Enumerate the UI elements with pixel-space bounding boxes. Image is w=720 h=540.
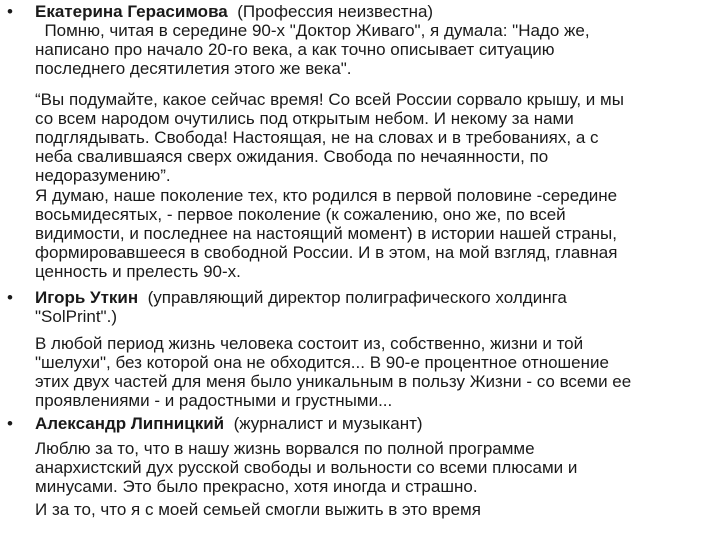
bullet-entry-gerasimova <box>0 2 720 21</box>
bullet-marker: • <box>7 2 13 21</box>
entry-header <box>35 2 720 21</box>
person-name: Екатерина Герасимова <box>35 2 228 21</box>
quote-line: “Вы подумайте, какое сейчас время! Со всей России сорвало крышу, и мы <box>35 90 624 109</box>
bullet-marker: • <box>7 414 13 433</box>
quote-line: Люблю за то, что в нашу жизнь ворвался по полной программе <box>35 439 535 458</box>
quote-line: Я думаю, наше поколение тех, кто родился в первой половине -середине <box>35 186 618 205</box>
entry-header <box>35 288 720 307</box>
quote-line: со всем народом очутились под открытым небом. И некому за нами <box>35 109 574 128</box>
bullet-entry-lipnitsky <box>0 414 720 433</box>
quote-line: подглядывать. Свобода! Настоящая, не на словах и в требованиях, а с <box>35 128 599 147</box>
quote-line: "SolPrint".) <box>35 307 117 326</box>
bullet-entry-utkin <box>0 288 720 307</box>
quote-line: видимости, и последнее на настоящий момент) в истории нашей страны, <box>35 224 617 243</box>
quote-line: ценность и прелесть 90-х. <box>35 262 241 281</box>
quote-line: Помню, читая в середине 90-х "Доктор Живаго", я думала: "Надо же, <box>35 21 590 40</box>
entry-header <box>35 414 720 433</box>
quote-line: В любой период жизнь человека состоит из, собственно, жизни и той <box>35 334 584 353</box>
quote-line: формировавшееся в свободной России. И в этом, на мой взгляд, главная <box>35 243 618 262</box>
quote-line: написано про начало 20-го века, а как точно описывает ситуацию <box>35 40 555 59</box>
person-role: (управляющий директор полиграфического холдинга <box>147 288 567 307</box>
quote-line: последнего десятилетия этого же века". <box>35 59 352 78</box>
quote-line: проявлениями - и радостными и грустными... <box>35 391 393 410</box>
quote-line: неба свалившаяся сверх ожидания. Свобода по нечаянности, по <box>35 147 549 166</box>
quote-line: И за то, что я с моей семьей смогли выжить в это время <box>35 500 481 519</box>
bullet-marker: • <box>7 288 13 307</box>
quote-line: минусами. Это было прекрасно, хотя иногда и страшно. <box>35 477 478 496</box>
quote-line: этих двух частей для меня было уникальным в пользу Жизни - со всеми ее <box>35 372 632 391</box>
quote-line: восьмидесятых, - первое поколение (к сожалению, оно же, по всей <box>35 205 566 224</box>
quote-line: недоразумению”. <box>35 166 171 185</box>
quote-line: анархистский дух русской свободы и вольности со всеми плюсами и <box>35 458 578 477</box>
person-role: (журналист и музыкант) <box>233 414 423 433</box>
person-name: Александр Липницкий <box>35 414 225 433</box>
quote-line: "шелухи", без которой она не обходится... В 90-е процентное отношение <box>35 353 609 372</box>
person-role: (Профессия неизвестна) <box>237 2 434 21</box>
person-name: Игорь Уткин <box>35 288 139 307</box>
